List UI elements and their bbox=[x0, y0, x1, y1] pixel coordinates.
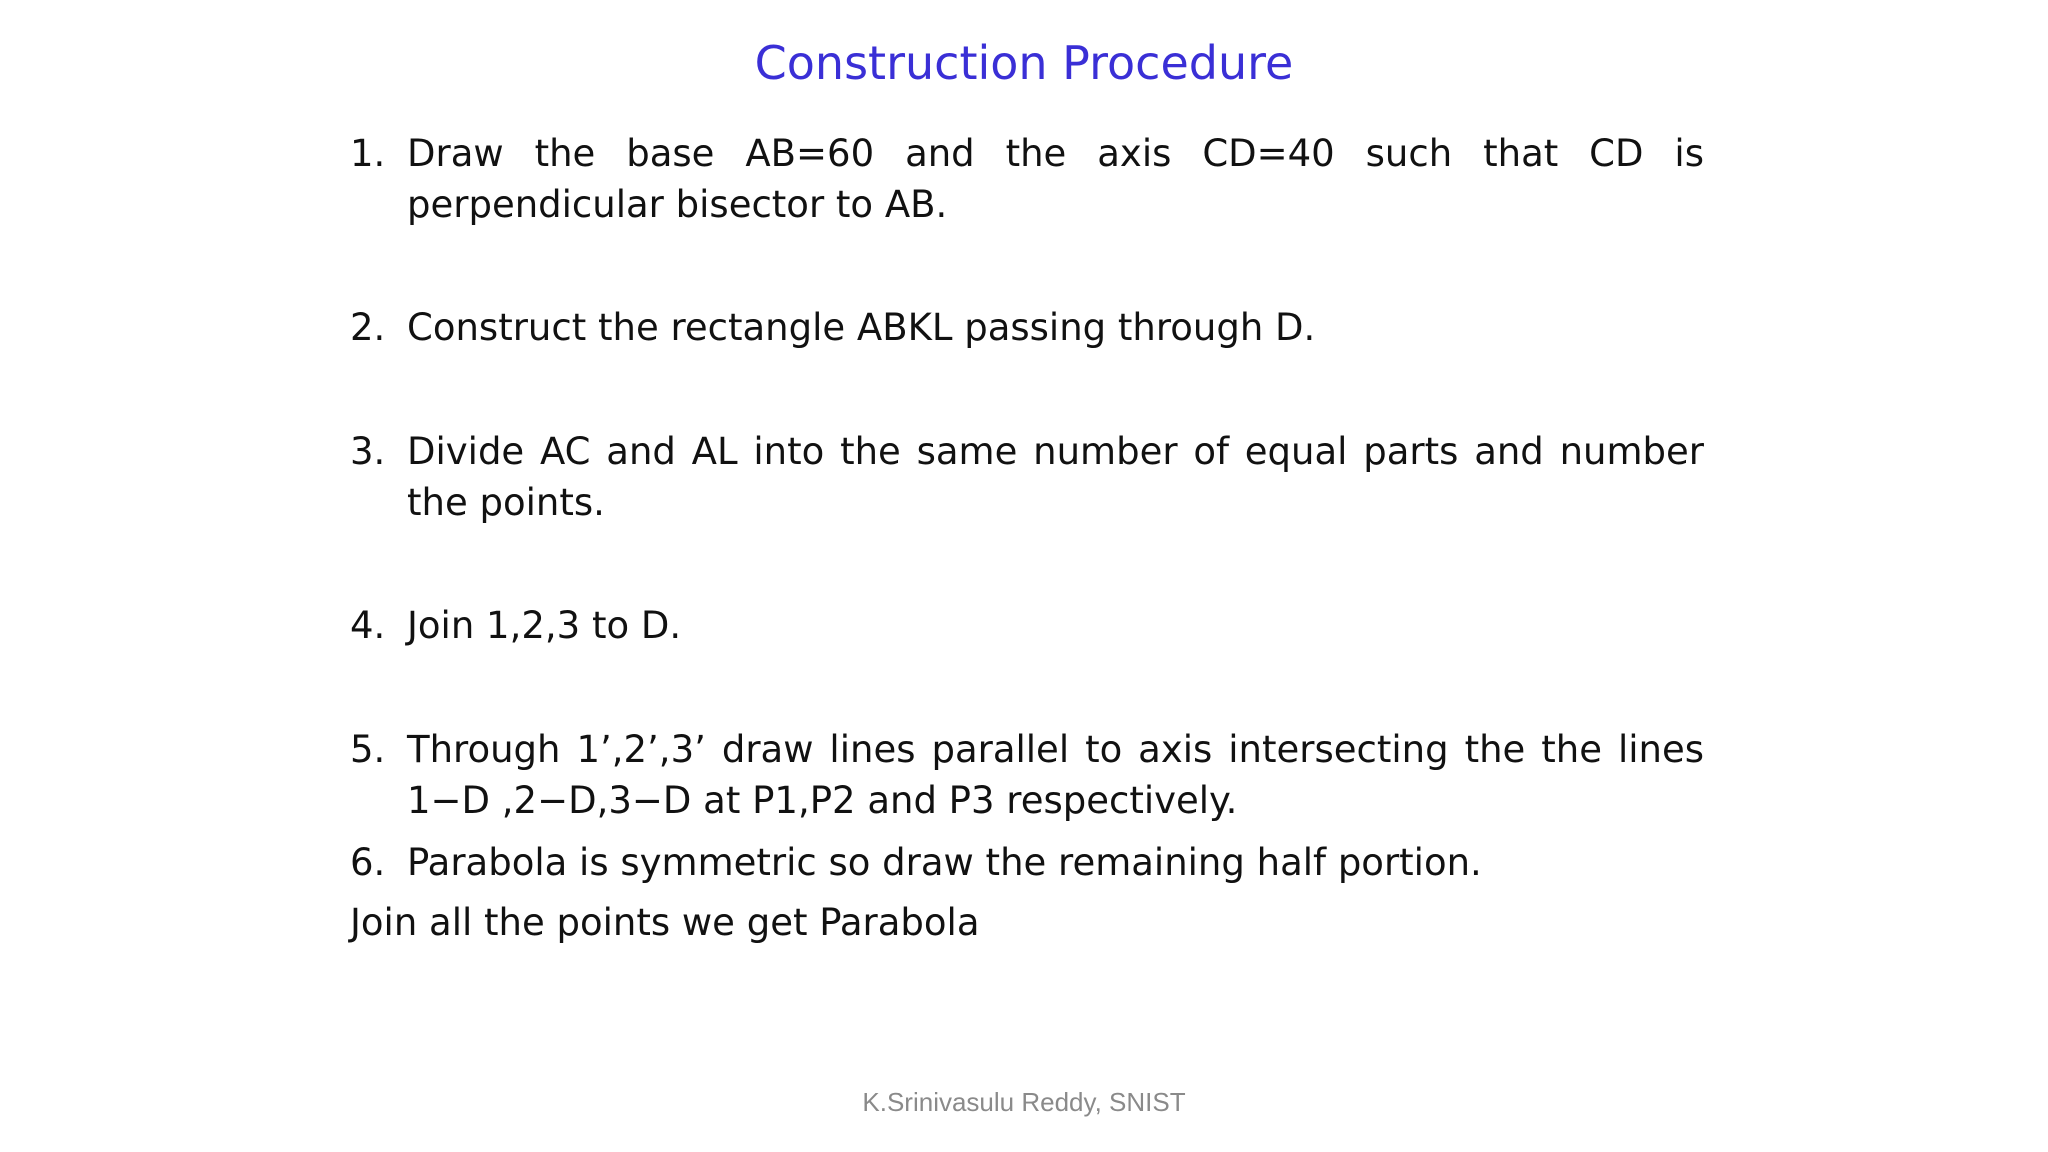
author-footer: K.Srinivasulu Reddy, SNIST bbox=[862, 1087, 1186, 1117]
step-6 bbox=[350, 837, 1704, 888]
step-text: Construct the rectangle ABKL passing through D. bbox=[407, 306, 1316, 349]
step-text: Parabola is symmetric so draw the remaining half portion. bbox=[407, 841, 1482, 884]
step-number: 6. bbox=[350, 841, 386, 884]
step-number: 3. bbox=[350, 430, 386, 473]
step-number: 5. bbox=[350, 728, 386, 771]
step-4 bbox=[350, 600, 1704, 651]
step-number: 1. bbox=[350, 132, 386, 175]
conclusion-text: Join all the points we get Parabola bbox=[350, 901, 980, 944]
slide-title: Construction Procedure bbox=[754, 36, 1294, 90]
step-text: Through 1’,2’,3’ draw lines parallel to axis intersecting the the lines 1−D ,2−D,3−D at P1,P2 and P3 respectively. bbox=[407, 728, 1704, 822]
step-text: Join 1,2,3 to D. bbox=[407, 604, 682, 647]
step-text: Draw the base AB=60 and the axis CD=40 such that CD is perpendicular bisector to AB. bbox=[407, 132, 1704, 226]
step-number: 4. bbox=[350, 604, 386, 647]
step-number: 2. bbox=[350, 306, 386, 349]
step-text: Divide AC and AL into the same number of equal parts and number the points. bbox=[407, 430, 1704, 524]
step-1 bbox=[350, 128, 1704, 230]
step-3 bbox=[350, 426, 1704, 528]
step-5 bbox=[350, 724, 1704, 826]
step-2 bbox=[350, 302, 1704, 353]
